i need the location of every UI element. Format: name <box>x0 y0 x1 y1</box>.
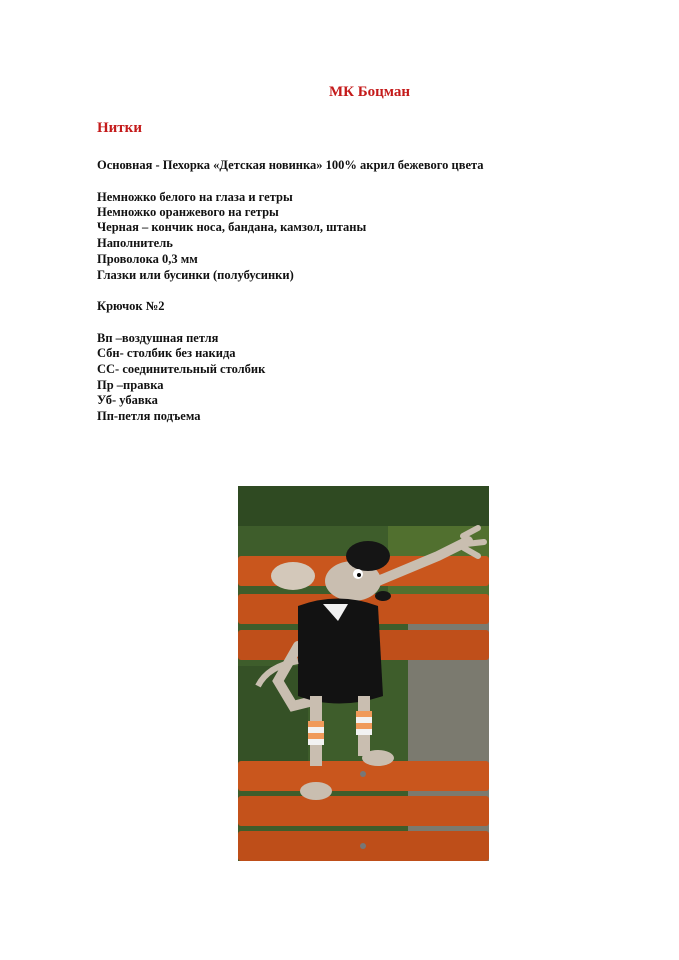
material-item: Немножко оранжевого на гетры <box>97 205 279 219</box>
material-item: Проволока 0,3 мм <box>97 252 198 266</box>
yarn-main-line: Основная - Пехорка «Детская новинка» 100% акрил бежевого цвета <box>97 158 484 172</box>
abbreviation-item: Уб- убавка <box>97 393 158 407</box>
material-item: Черная – кончик носа, бандана, камзол, штаны <box>97 220 367 234</box>
material-item: Глазки или бусинки (полубусинки) <box>97 268 294 282</box>
abbreviation-item: Пп-петля подъема <box>97 409 201 423</box>
abbreviation-item: СС- соединительный столбик <box>97 362 266 376</box>
abbreviation-item: Вп –воздушная петля <box>97 331 219 345</box>
page-title: МК Боцман <box>328 84 411 100</box>
material-item: Наполнитель <box>97 236 173 250</box>
abbreviation-item: Сбн- столбик без накида <box>97 346 236 360</box>
crochet-toy-illustration <box>238 486 489 861</box>
material-item: Немножко белого на глаза и гетры <box>97 190 293 204</box>
hook-size: Крючок №2 <box>97 299 165 313</box>
section-heading-yarn: Нитки <box>97 120 142 136</box>
toy-photo <box>238 486 489 861</box>
abbreviation-item: Пр –правка <box>97 378 164 392</box>
